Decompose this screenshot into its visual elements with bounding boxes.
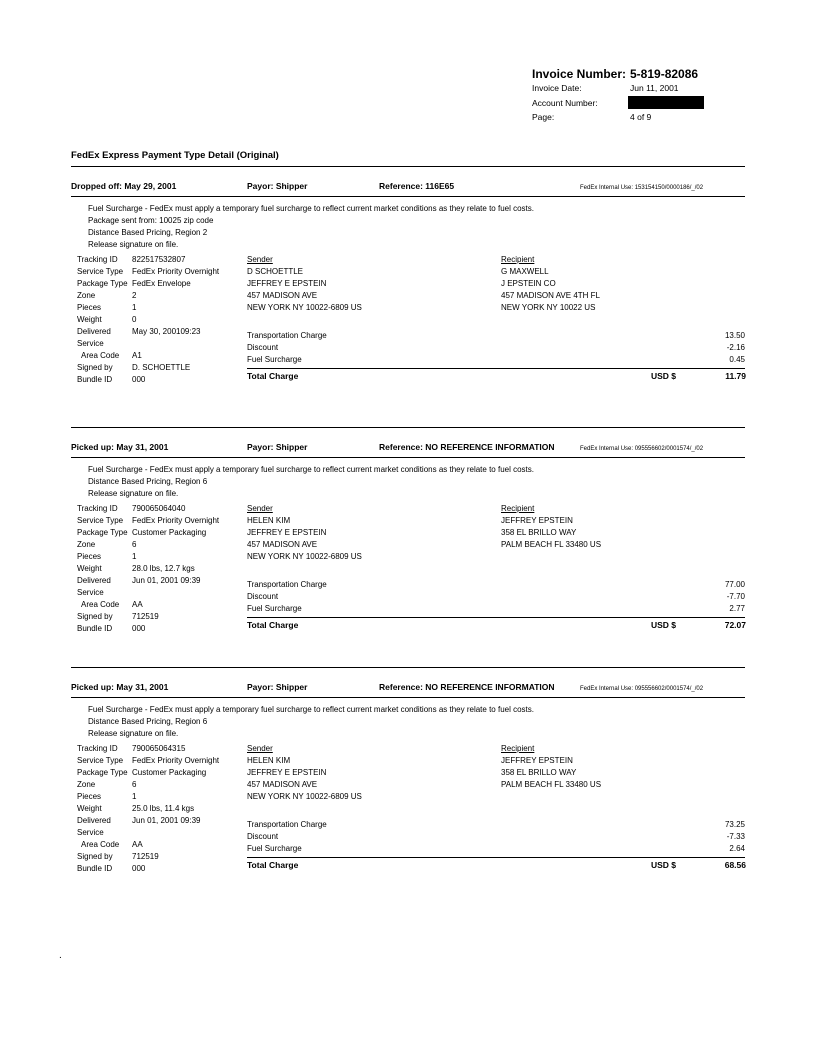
detail-label: Package Type — [77, 279, 128, 288]
shipment-event: Picked up: May 31, 2001 — [71, 442, 169, 452]
sender-block — [247, 503, 362, 563]
detail-label: Service — [77, 828, 104, 837]
detail-value: 790065064315 — [132, 744, 186, 753]
account-number-label: Account Number: — [532, 98, 598, 108]
detail-label: Service Type — [77, 756, 124, 765]
total-charge-label: Total Charge — [247, 860, 299, 870]
section-header-rule — [71, 697, 745, 698]
shipment-note: Release signature on file. — [88, 729, 179, 738]
page-title: FedEx Express Payment Type Detail (Original) — [71, 150, 279, 161]
detail-label: Signed by — [77, 363, 113, 372]
detail-row — [77, 350, 219, 362]
recipient-line: NEW YORK NY 10022 US — [501, 303, 596, 312]
detail-row — [77, 755, 219, 767]
detail-label: Area Code — [77, 351, 120, 360]
shipment-event: Picked up: May 31, 2001 — [71, 682, 169, 692]
detail-value: 1 — [132, 792, 137, 801]
detail-value: FedEx Priority Overnight — [132, 516, 220, 525]
total-rule — [247, 617, 745, 618]
recipient-line: G MAXWELL — [501, 267, 549, 276]
detail-value: 000 — [132, 624, 146, 633]
sender-line: 457 MADISON AVE — [247, 780, 318, 789]
detail-label: Area Code — [77, 840, 120, 849]
charge-amount: -7.33 — [726, 832, 745, 841]
shipment-payor: Payor: Shipper — [247, 442, 308, 452]
sender-header: Sender — [247, 744, 273, 753]
detail-label: Delivered — [77, 327, 111, 336]
total-charge-label: Total Charge — [247, 620, 299, 630]
redacted-account-number — [628, 96, 704, 109]
detail-label: Weight — [77, 564, 102, 573]
detail-value: 6 — [132, 780, 137, 789]
shipment-details-table — [77, 503, 219, 635]
detail-label: Tracking ID — [77, 504, 118, 513]
detail-row — [77, 851, 219, 863]
detail-value: 712519 — [132, 852, 159, 861]
shipment-note: Fuel Surcharge - FedEx must apply a temporary fuel surcharge to reflect current market conditions as they relate to fuel costs. — [88, 705, 534, 714]
detail-row — [77, 278, 219, 290]
recipient-line: JEFFREY EPSTEIN — [501, 516, 573, 525]
shipment-internal-use: FedEx Internal Use: 153154150/0000186/_/02 — [580, 185, 704, 191]
recipient-line: PALM BEACH FL 33480 US — [501, 540, 602, 549]
sender-line: NEW YORK NY 10022-6809 US — [247, 552, 362, 561]
total-charge-amount: 68.56 — [724, 860, 746, 870]
sender-header: Sender — [247, 504, 273, 513]
shipment-internal-use: FedEx Internal Use: 095556602/0001574/_/02 — [580, 446, 704, 452]
sender-line: JEFFREY E EPSTEIN — [247, 279, 327, 288]
sender-line: HELEN KIM — [247, 516, 291, 525]
detail-value: 0 — [132, 315, 137, 324]
detail-row — [77, 743, 219, 755]
detail-row — [77, 515, 219, 527]
shipment-event: Dropped off: May 29, 2001 — [71, 181, 177, 191]
shipment-internal-use: FedEx Internal Use: 095556602/0001574/_/02 — [580, 686, 704, 692]
section-header-rule — [71, 457, 745, 458]
detail-label: Package Type — [77, 768, 128, 777]
recipient-line: 358 EL BRILLO WAY — [501, 528, 577, 537]
charge-amount: -7.70 — [726, 592, 745, 601]
detail-row — [77, 551, 219, 563]
charge-label: Discount — [247, 592, 279, 601]
detail-row — [77, 587, 219, 599]
detail-row — [77, 563, 219, 575]
charge-label: Transportation Charge — [247, 580, 327, 589]
detail-value: 000 — [132, 375, 146, 384]
detail-value: 25.0 lbs, 11.4 kgs — [132, 804, 195, 813]
sender-line: HELEN KIM — [247, 756, 291, 765]
total-currency: USD $ — [651, 371, 677, 381]
detail-row — [77, 338, 219, 350]
total-rule — [247, 857, 745, 858]
detail-label: Signed by — [77, 852, 113, 861]
shipment-reference: Reference: NO REFERENCE INFORMATION — [379, 442, 555, 452]
detail-label: Pieces — [77, 552, 102, 561]
detail-label: Zone — [77, 780, 96, 789]
detail-row — [77, 326, 219, 338]
detail-label: Weight — [77, 804, 102, 813]
detail-value: A1 — [132, 351, 142, 360]
recipient-header: Recipient — [501, 744, 535, 753]
detail-row — [77, 314, 219, 326]
total-charge-label: Total Charge — [247, 371, 299, 381]
detail-row — [77, 527, 219, 539]
detail-label: Bundle ID — [77, 375, 113, 384]
total-charge-amount: 72.07 — [724, 620, 746, 630]
total-currency: USD $ — [651, 620, 677, 630]
shipment-details-table — [77, 254, 219, 386]
detail-row — [77, 503, 219, 515]
detail-label: Pieces — [77, 792, 102, 801]
charge-amount: -2.16 — [726, 343, 745, 352]
detail-label: Delivered — [77, 576, 111, 585]
charge-label: Transportation Charge — [247, 331, 327, 340]
section-header-rule — [71, 196, 745, 197]
detail-value: AA — [132, 600, 143, 609]
total-currency: USD $ — [651, 860, 677, 870]
invoice-number: 5-819-82086 — [630, 67, 699, 81]
detail-label: Delivered — [77, 816, 111, 825]
detail-value — [132, 338, 219, 350]
shipment-details-table — [77, 743, 219, 875]
charge-amount: 13.50 — [724, 331, 745, 340]
detail-value: 712519 — [132, 612, 159, 621]
recipient-line: JEFFREY EPSTEIN — [501, 756, 573, 765]
shipment-reference: Reference: 116E65 — [379, 181, 455, 191]
recipient-line: 358 EL BRILLO WAY — [501, 768, 577, 777]
detail-label: Pieces — [77, 303, 102, 312]
charge-label: Transportation Charge — [247, 820, 327, 829]
sender-line: NEW YORK NY 10022-6809 US — [247, 303, 362, 312]
detail-value: 1 — [132, 303, 137, 312]
detail-value: 790065064040 — [132, 504, 186, 513]
detail-value: 6 — [132, 540, 137, 549]
invoice-date: Jun 11, 2001 — [630, 83, 679, 93]
charge-label: Fuel Surcharge — [247, 355, 302, 364]
charge-amount: 2.77 — [729, 604, 745, 613]
recipient-line: J EPSTEIN CO — [501, 279, 556, 288]
detail-row — [77, 623, 219, 635]
detail-label: Service — [77, 588, 104, 597]
page-number: 4 of 9 — [630, 112, 652, 122]
total-rule — [247, 368, 745, 369]
sender-block — [247, 254, 362, 314]
detail-row — [77, 302, 219, 314]
recipient-block — [501, 503, 601, 551]
sender-line: JEFFREY E EPSTEIN — [247, 528, 327, 537]
shipment-note: Distance Based Pricing, Region 2 — [88, 228, 208, 237]
detail-row — [77, 779, 219, 791]
detail-row — [77, 539, 219, 551]
detail-label: Tracking ID — [77, 744, 118, 753]
detail-value: D. SCHOETTLE — [132, 363, 191, 372]
detail-value: Jun 01, 2001 09:39 — [132, 576, 201, 585]
sender-line: 457 MADISON AVE — [247, 540, 318, 549]
detail-value: 28.0 lbs, 12.7 kgs — [132, 564, 195, 573]
shipment-note: Release signature on file. — [88, 240, 179, 249]
charge-label: Fuel Surcharge — [247, 604, 302, 613]
detail-value: Customer Packaging — [132, 768, 207, 777]
detail-row — [77, 815, 219, 827]
recipient-block — [501, 254, 600, 314]
detail-row — [77, 374, 219, 386]
detail-label: Tracking ID — [77, 255, 118, 264]
sender-line: JEFFREY E EPSTEIN — [247, 768, 327, 777]
detail-row — [77, 767, 219, 779]
detail-label: Zone — [77, 291, 96, 300]
section-top-rule — [71, 166, 745, 167]
shipment-payor: Payor: Shipper — [247, 181, 308, 191]
detail-row — [77, 611, 219, 623]
detail-row — [77, 863, 219, 875]
shipment-note: Package sent from: 10025 zip code — [88, 216, 214, 225]
page-label: Page: — [532, 112, 555, 122]
detail-row — [77, 839, 219, 851]
recipient-header: Recipient — [501, 504, 535, 513]
detail-value: FedEx Envelope — [132, 279, 191, 288]
shipment-note: Release signature on file. — [88, 489, 179, 498]
recipient-header: Recipient — [501, 255, 535, 264]
detail-label: Service — [77, 339, 104, 348]
shipment-reference: Reference: NO REFERENCE INFORMATION — [379, 682, 555, 692]
charge-label: Fuel Surcharge — [247, 844, 302, 853]
total-charge-amount: 11.79 — [725, 371, 746, 381]
detail-value: AA — [132, 840, 143, 849]
detail-value: 822517532807 — [132, 255, 186, 264]
shipment-payor: Payor: Shipper — [247, 682, 308, 692]
shipment-note: Distance Based Pricing, Region 6 — [88, 477, 208, 486]
charge-label: Discount — [247, 343, 279, 352]
detail-row — [77, 290, 219, 302]
detail-row — [77, 791, 219, 803]
detail-value — [132, 587, 219, 599]
charge-amount: 0.45 — [729, 355, 745, 364]
detail-row — [77, 599, 219, 611]
sender-line: NEW YORK NY 10022-6809 US — [247, 792, 362, 801]
detail-label: Package Type — [77, 528, 128, 537]
detail-value: Customer Packaging — [132, 528, 207, 537]
charge-amount: 2.64 — [729, 844, 745, 853]
sender-block — [247, 743, 362, 803]
recipient-line: PALM BEACH FL 33480 US — [501, 780, 602, 789]
detail-row — [77, 362, 219, 374]
detail-value: FedEx Priority Overnight — [132, 756, 220, 765]
detail-label: Signed by — [77, 612, 113, 621]
charge-label: Discount — [247, 832, 279, 841]
charge-amount: 73.25 — [724, 820, 745, 829]
shipment-note: Fuel Surcharge - FedEx must apply a temporary fuel surcharge to reflect current market conditions as they relate to fuel costs. — [88, 465, 534, 474]
detail-value: May 30, 200109:23 — [132, 327, 201, 336]
charge-amount: 77.00 — [724, 580, 745, 589]
detail-label: Service Type — [77, 267, 124, 276]
detail-label: Weight — [77, 315, 102, 324]
detail-row — [77, 575, 219, 587]
detail-label: Area Code — [77, 600, 120, 609]
sender-line: D SCHOETTLE — [247, 267, 304, 276]
detail-row — [77, 254, 219, 266]
detail-label: Service Type — [77, 516, 124, 525]
recipient-line: 457 MADISON AVE 4TH FL — [501, 291, 600, 300]
invoice-date-label: Invoice Date: — [532, 83, 582, 93]
footer-mark: . — [59, 950, 62, 961]
sender-line: 457 MADISON AVE — [247, 291, 318, 300]
shipment-note: Fuel Surcharge - FedEx must apply a temporary fuel surcharge to reflect current market conditions as they relate to fuel costs. — [88, 204, 534, 213]
detail-label: Bundle ID — [77, 864, 113, 873]
shipment-note: Distance Based Pricing, Region 6 — [88, 717, 208, 726]
sender-header: Sender — [247, 255, 273, 264]
detail-label: Bundle ID — [77, 624, 113, 633]
recipient-block — [501, 743, 601, 791]
detail-value: 2 — [132, 291, 137, 300]
detail-value: 000 — [132, 864, 146, 873]
invoice-number-label: Invoice Number: — [532, 67, 627, 81]
detail-label: Zone — [77, 540, 96, 549]
section-top-rule — [71, 427, 745, 428]
detail-value: FedEx Priority Overnight — [132, 267, 220, 276]
detail-row — [77, 803, 219, 815]
detail-value: 1 — [132, 552, 137, 561]
detail-value: Jun 01, 2001 09:39 — [132, 816, 201, 825]
section-top-rule — [71, 667, 745, 668]
detail-row — [77, 827, 219, 839]
detail-row — [77, 266, 219, 278]
detail-value — [132, 827, 219, 839]
